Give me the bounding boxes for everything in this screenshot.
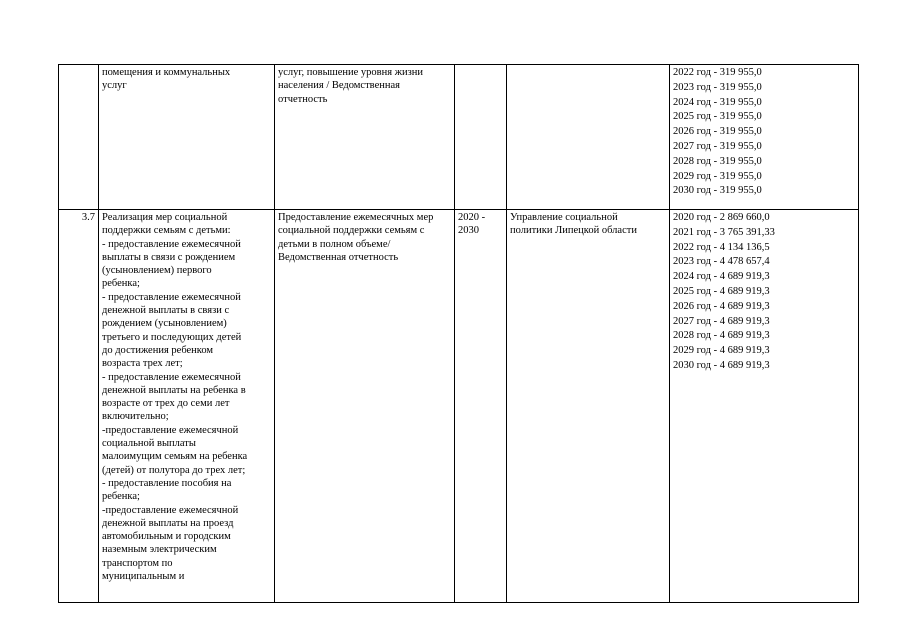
text-line: (детей) от полутора до трех лет; xyxy=(102,464,246,476)
text-line: ребенка; xyxy=(102,278,140,290)
funding-line: 2029 год - 4 689 919,3 xyxy=(673,345,770,357)
text-line: муниципальным и xyxy=(102,571,185,583)
text-line: услуг xyxy=(102,80,127,92)
program-measures-table xyxy=(58,64,859,603)
funding-line: 2027 год - 319 955,0 xyxy=(673,140,762,152)
funding-line: 2025 год - 319 955,0 xyxy=(673,111,762,123)
funding-line: 2028 год - 4 689 919,3 xyxy=(673,330,770,342)
text-line: -предоставление ежемесячной xyxy=(102,424,239,436)
text-line: автомобильным и городским xyxy=(102,531,231,543)
funding-line: 2023 год - 319 955,0 xyxy=(673,81,762,93)
funding-line: 2030 год - 319 955,0 xyxy=(673,185,762,197)
text-line: денежной выплаты на проезд xyxy=(102,517,234,529)
funding-line: 2021 год - 3 765 391,33 xyxy=(673,226,775,238)
funding-line: 2026 год - 4 689 919,3 xyxy=(673,300,770,312)
funding-line: 2025 год - 4 689 919,3 xyxy=(673,285,770,297)
funding-cell xyxy=(670,65,859,210)
text-line: включительно; xyxy=(102,411,169,423)
period-cell xyxy=(455,65,507,210)
funding-line: 2022 год - 4 134 136,5 xyxy=(673,241,770,253)
text-line: 2020 - xyxy=(458,212,486,223)
event-cell xyxy=(99,210,275,603)
text-line: возраста трех лет; xyxy=(102,358,183,370)
funding-line: 2026 год - 319 955,0 xyxy=(673,126,762,138)
text-line: третьего и последующих детей xyxy=(102,331,242,343)
text-line: Реализация мер социальной xyxy=(102,212,228,223)
text-line: возрасте от трех до семи лет xyxy=(102,398,230,410)
text-line: политики Липецкой области xyxy=(510,225,637,237)
text-line: социальной поддержки семьям с xyxy=(278,225,425,237)
text-line: населения / Ведомственная xyxy=(278,80,400,92)
executor-cell xyxy=(507,210,670,603)
text-line: до достижения ребенком xyxy=(102,344,214,356)
text-line: Предоставление ежемесячных мер xyxy=(278,212,434,223)
text-line: малоимущим семьям на ребенка xyxy=(102,451,248,463)
text-line: - предоставление ежемесячной xyxy=(102,291,241,303)
event-cell xyxy=(99,65,275,210)
text-line: транспортом по xyxy=(102,557,173,569)
text-line: денежной выплаты в связи с xyxy=(102,305,230,317)
funding-line: 2024 год - 319 955,0 xyxy=(673,96,762,108)
text-line: - предоставление ежемесячной xyxy=(102,371,241,383)
funding-line: 2020 год - 2 869 660,0 xyxy=(673,212,770,223)
executor-cell xyxy=(507,65,670,210)
funding-line: 2029 год - 319 955,0 xyxy=(673,170,762,182)
text-line: - предоставление ежемесячной xyxy=(102,238,241,250)
period-cell xyxy=(455,210,507,603)
result-cell xyxy=(275,210,455,603)
text-line: выплаты в связи с рождением xyxy=(102,251,236,263)
text-line: детьми в полном объеме/ xyxy=(278,238,391,250)
funding-line: 2023 год - 4 478 657,4 xyxy=(673,256,770,268)
funding-line: 2030 год - 4 689 919,3 xyxy=(673,359,770,371)
text-line: отчетность xyxy=(278,93,328,105)
text-line: Ведомственная отчетность xyxy=(278,251,399,263)
funding-line: 2027 год - 4 689 919,3 xyxy=(673,315,770,327)
row-number-cell xyxy=(59,65,99,210)
text-line: услуг, повышение уровня жизни xyxy=(278,67,423,78)
text-line: рождением (усыновлением) xyxy=(102,318,227,330)
result-cell xyxy=(275,65,455,210)
text-line: 2030 xyxy=(458,225,479,237)
text-line: социальной выплаты xyxy=(102,438,196,450)
funding-line: 2024 год - 4 689 919,3 xyxy=(673,271,770,283)
text-line: ребенка; xyxy=(102,491,140,503)
text-line: денежной выплаты на ребенка в xyxy=(102,384,246,396)
funding-cell xyxy=(670,210,859,603)
text-line: Управление социальной xyxy=(510,212,618,223)
row-number-cell: 3.7 xyxy=(59,210,99,603)
text-line: помещения и коммунальных xyxy=(102,67,231,78)
funding-line: 2028 год - 319 955,0 xyxy=(673,155,762,167)
table-row xyxy=(59,210,859,603)
text-line: - предоставление пособия на xyxy=(102,477,232,489)
text-line: наземным электрическим xyxy=(102,544,217,556)
text-line: поддержки семьям с детьми: xyxy=(102,225,231,237)
table-row xyxy=(59,65,859,210)
text-line: (усыновлением) первого xyxy=(102,265,212,277)
text-line: -предоставление ежемесячной xyxy=(102,504,239,516)
funding-line: 2022 год - 319 955,0 xyxy=(673,67,762,78)
